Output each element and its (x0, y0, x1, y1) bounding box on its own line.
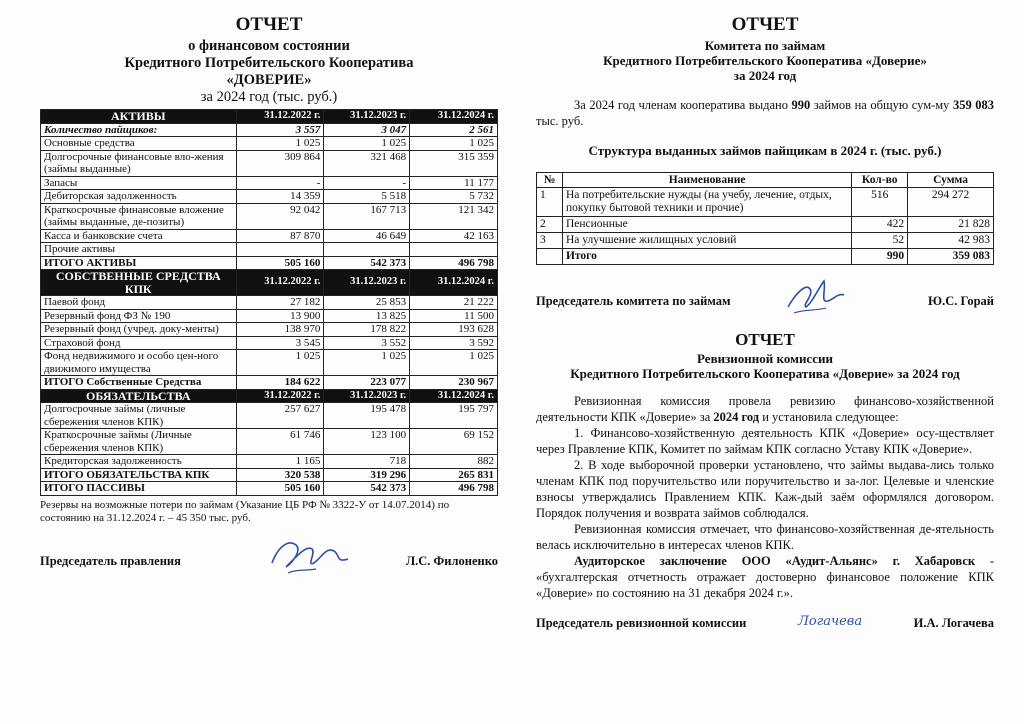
signature-name: И.А. Логачева (913, 616, 994, 630)
table-row (41, 243, 498, 257)
row-name: На улучшение жилищных условий (562, 233, 851, 249)
row-value: 27 182 (236, 296, 324, 310)
row-value: 25 853 (324, 296, 410, 310)
row-value: 505 160 (236, 482, 324, 496)
row-value: 542 373 (324, 482, 410, 496)
row-value: 882 (410, 455, 498, 469)
row-value (324, 243, 410, 257)
table-row (41, 176, 498, 190)
audit-paragraph: 1. Финансово-хозяйственную деятельность КПК «Доверие» осу-ществляет через Правление КПК, Комитет по займам КПК согласно Уставу КПК «Доверие». (536, 426, 994, 456)
row-value: 257 627 (236, 403, 324, 429)
date-header: 31.12.2024 г. (410, 270, 498, 296)
row-value: 121 342 (410, 203, 498, 229)
row-num: 3 (537, 233, 563, 249)
report-title: ОТЧЕТ (235, 14, 303, 35)
row-value: 718 (324, 455, 410, 469)
row-value: 1 025 (410, 350, 498, 376)
row-name: На потребительские нужды (на учебу, лечение, отдых, покупку бытовой техники и прочие) (562, 188, 851, 217)
row-value: 5 518 (324, 190, 410, 204)
paragraph-text: Ревизионная комиссия провела ревизию финансово-хозяйственной деятельности КПК «Доверие» за (536, 394, 994, 424)
paragraph-text: - «бухгалтерская отчетность отражает достоверно финансовое положение КПК «Доверие» по состоянию на 31 декабря 2024 г.». (536, 554, 994, 600)
paragraph-bold: 2024 год (713, 410, 760, 424)
row-value: 21 222 (410, 296, 498, 310)
row-value: 2 561 (410, 123, 498, 137)
row-label: Основные средства (41, 137, 237, 151)
table-row (41, 403, 498, 429)
row-num: 1 (537, 188, 563, 217)
row-value: 223 077 (324, 376, 410, 390)
row-value: 138 970 (236, 323, 324, 337)
handwritten-signature-image: Логачева (798, 614, 863, 629)
row-value: 42 163 (410, 229, 498, 243)
right-column (536, 14, 994, 631)
row-label: Запасы (41, 176, 237, 190)
table-row (41, 323, 498, 337)
row-value: 496 798 (410, 482, 498, 496)
balance-table (40, 109, 498, 496)
column-header: Наименование (562, 173, 851, 188)
date-header: 31.12.2024 г. (410, 110, 498, 124)
row-sum: 21 828 (908, 217, 994, 233)
loan-count: 990 (791, 98, 811, 112)
date-header: 31.12.2022 г. (236, 110, 324, 124)
handwritten-signature-image (266, 533, 356, 579)
table-row (537, 188, 994, 217)
row-num (537, 249, 563, 265)
table-row (41, 137, 498, 151)
reserves-note: Резервы на возможные потери по займам (Указание ЦБ РФ № 3322-У от 14.07.2014) по состоянию на 31.12.2024 г. – 45 350 тыс. руб. (40, 498, 450, 524)
row-name: Пенсионные (562, 217, 851, 233)
table-row (537, 217, 994, 233)
row-count: 516 (852, 188, 908, 217)
committee-subtitle: Кредитного Потребительского Кооператива «Доверие» (603, 53, 927, 68)
committee-subtitle: Комитета по займам (704, 38, 826, 53)
date-header: 31.12.2022 г. (236, 389, 324, 403)
row-value: 195 478 (324, 403, 410, 429)
row-value: 542 373 (324, 256, 410, 270)
row-count: 990 (852, 249, 908, 265)
committee-intro (536, 97, 994, 129)
table-row (41, 455, 498, 469)
row-value: 69 152 (410, 429, 498, 455)
report-subtitle: о финансовом состоянии (188, 38, 350, 54)
row-label: Фонд недвижимого и особо цен-ного движимого имущества (41, 350, 237, 376)
section-header-row (41, 270, 498, 296)
row-value: 309 864 (236, 150, 324, 176)
table-row (41, 203, 498, 229)
date-header: 31.12.2023 г. (324, 110, 410, 124)
row-value: 3 557 (236, 123, 324, 137)
row-value: 195 797 (410, 403, 498, 429)
audit-signature-line (536, 605, 994, 631)
row-value: 1 025 (324, 137, 410, 151)
report-period: за 2024 год (тыс. руб.) (200, 89, 338, 105)
table-row (41, 309, 498, 323)
row-value: 11 177 (410, 176, 498, 190)
audit-subtitle: Ревизионной комиссии (697, 351, 833, 366)
row-value: 496 798 (410, 256, 498, 270)
paragraph-text: и установила следующее: (759, 410, 899, 424)
row-value: 230 967 (410, 376, 498, 390)
row-value: 184 622 (236, 376, 324, 390)
section-header-row (41, 389, 498, 403)
audit-subtitle: Кредитного Потребительского Кооператива «Доверие» за 2024 год (570, 366, 960, 381)
board-signature-line (40, 539, 498, 569)
audit-paragraph (536, 553, 994, 601)
audit-paragraph: Ревизионная комиссия отмечает, что финансово-хозяйственная де-ятельность велась исключительно в интересах членов КПК. (536, 522, 994, 552)
row-label: Резервный фонд ФЗ № 190 (41, 309, 237, 323)
row-label: ИТОГО ОБЯЗАТЕЛЬСТВА КПК (41, 468, 237, 482)
row-label: Количество пайщиков: (41, 123, 237, 137)
row-value: 1 165 (236, 455, 324, 469)
row-value: 167 713 (324, 203, 410, 229)
row-label: Резервный фонд (учред. доку-менты) (41, 323, 237, 337)
row-value: 14 359 (236, 190, 324, 204)
intro-text: займов на общую сум-му (810, 98, 953, 112)
date-header: 31.12.2023 г. (324, 270, 410, 296)
financial-report (40, 14, 498, 569)
loan-sum: 359 083 (952, 98, 995, 112)
section-header: СОБСТВЕННЫЕ СРЕДСТВА КПК (41, 270, 237, 296)
row-value: 265 831 (410, 468, 498, 482)
table-row (41, 336, 498, 350)
row-sum: 42 983 (908, 233, 994, 249)
row-count: 422 (852, 217, 908, 233)
row-label: ИТОГО Собственные Средства (41, 376, 237, 390)
row-label: Кредиторская задолженность (41, 455, 237, 469)
row-label: Касса и банковские счета (41, 229, 237, 243)
row-name: Итого (562, 249, 851, 265)
table-row (41, 190, 498, 204)
row-value: 5 732 (410, 190, 498, 204)
total-row (41, 376, 498, 390)
row-value: 87 870 (236, 229, 324, 243)
report-subtitle: Кредитного Потребительского Кооператива (124, 55, 414, 71)
column-header: Кол-во (852, 173, 908, 188)
date-header: 31.12.2023 г. (324, 389, 410, 403)
audit-report-title: ОТЧЕТ (735, 330, 795, 349)
intro-text: За 2024 год членам кооператива выдано (574, 98, 792, 112)
total-row (41, 256, 498, 270)
table-row (41, 229, 498, 243)
signature-role: Председатель ревизионной комиссии (536, 616, 747, 630)
audit-paragraph (536, 393, 994, 425)
row-value: 1 025 (236, 137, 324, 151)
intro-text: тыс. руб. (536, 114, 584, 128)
signature-role: Председатель комитета по займам (536, 294, 731, 308)
row-num: 2 (537, 217, 563, 233)
row-label: Страховой фонд (41, 336, 237, 350)
row-value (410, 243, 498, 257)
row-value: 1 025 (324, 350, 410, 376)
row-label: Краткосрочные займы (Личные сбережения членов КПК) (41, 429, 237, 455)
section-header: АКТИВЫ (41, 110, 237, 124)
section-header: ОБЯЗАТЕЛЬСТВА (41, 389, 237, 403)
handwritten-signature-image (780, 273, 850, 317)
row-label: Дебиторская задолженность (41, 190, 237, 204)
loans-table-title: Структура выданных займов пайщикам в 2024 г. (тыс. руб.) (588, 143, 942, 158)
committee-signature-line (536, 279, 994, 309)
table-row (41, 150, 498, 176)
row-value: - (324, 176, 410, 190)
total-row (41, 468, 498, 482)
table-row (537, 233, 994, 249)
row-value: 61 746 (236, 429, 324, 455)
row-value: 1 025 (236, 350, 324, 376)
date-header: 31.12.2024 г. (410, 389, 498, 403)
total-row (537, 249, 994, 265)
row-label: Паевой фонд (41, 296, 237, 310)
row-value: 320 538 (236, 468, 324, 482)
row-sum: 294 272 (908, 188, 994, 217)
row-value: 178 822 (324, 323, 410, 337)
row-value: - (236, 176, 324, 190)
signature-name: Ю.С. Горай (928, 294, 994, 308)
row-value: 319 296 (324, 468, 410, 482)
row-value: 13 900 (236, 309, 324, 323)
row-value: 505 160 (236, 256, 324, 270)
row-label: Краткосрочные финансовые вложение (займы выданные, де-позиты) (41, 203, 237, 229)
row-value: 321 468 (324, 150, 410, 176)
table-row (41, 350, 498, 376)
total-row (41, 123, 498, 137)
row-value (236, 243, 324, 257)
row-value: 123 100 (324, 429, 410, 455)
paragraph-bold: Аудиторское заключение ООО «Аудит-Альянс» г. Хабаровск (574, 554, 976, 568)
committee-report-title: ОТЧЕТ (731, 14, 799, 35)
row-value: 3 545 (236, 336, 324, 350)
row-sum: 359 083 (908, 249, 994, 265)
table-row (41, 296, 498, 310)
row-label: Прочие активы (41, 243, 237, 257)
row-value: 46 649 (324, 229, 410, 243)
row-value: 3 552 (324, 336, 410, 350)
row-label: ИТОГО ПАССИВЫ (41, 482, 237, 496)
signature-role: Председатель правления (40, 553, 181, 568)
total-row (41, 482, 498, 496)
row-value: 315 359 (410, 150, 498, 176)
loans-table (536, 172, 994, 265)
column-header: № (537, 173, 563, 188)
column-header: Сумма (908, 173, 994, 188)
committee-subtitle: за 2024 год (733, 68, 797, 83)
row-value: 3 592 (410, 336, 498, 350)
row-label: Долгосрочные финансовые вло-жения (займы выданные) (41, 150, 237, 176)
row-value: 13 825 (324, 309, 410, 323)
row-value: 92 042 (236, 203, 324, 229)
section-header-row (41, 110, 498, 124)
date-header: 31.12.2022 г. (236, 270, 324, 296)
report-subtitle: «ДОВЕРИЕ» (226, 72, 312, 88)
table-row (41, 429, 498, 455)
audit-paragraph: 2. В ходе выборочной проверки установлено, что займы выдава-лись только членам КПК под поручительство или поручительство и за-лог. Целевые и членские взносы утверждались Правлением КПК. Каж-дый заём оформлялся договором. Порядок получения и возврата займов соблюдался. (536, 458, 994, 520)
row-label: Долгосрочные займы (личные сбережения членов КПК) (41, 403, 237, 429)
row-count: 52 (852, 233, 908, 249)
row-value: 1 025 (410, 137, 498, 151)
row-value: 3 047 (324, 123, 410, 137)
signature-name: Л.С. Филоненко (405, 553, 498, 568)
row-value: 193 628 (410, 323, 498, 337)
row-label: ИТОГО АКТИВЫ (41, 256, 237, 270)
row-value: 11 500 (410, 309, 498, 323)
